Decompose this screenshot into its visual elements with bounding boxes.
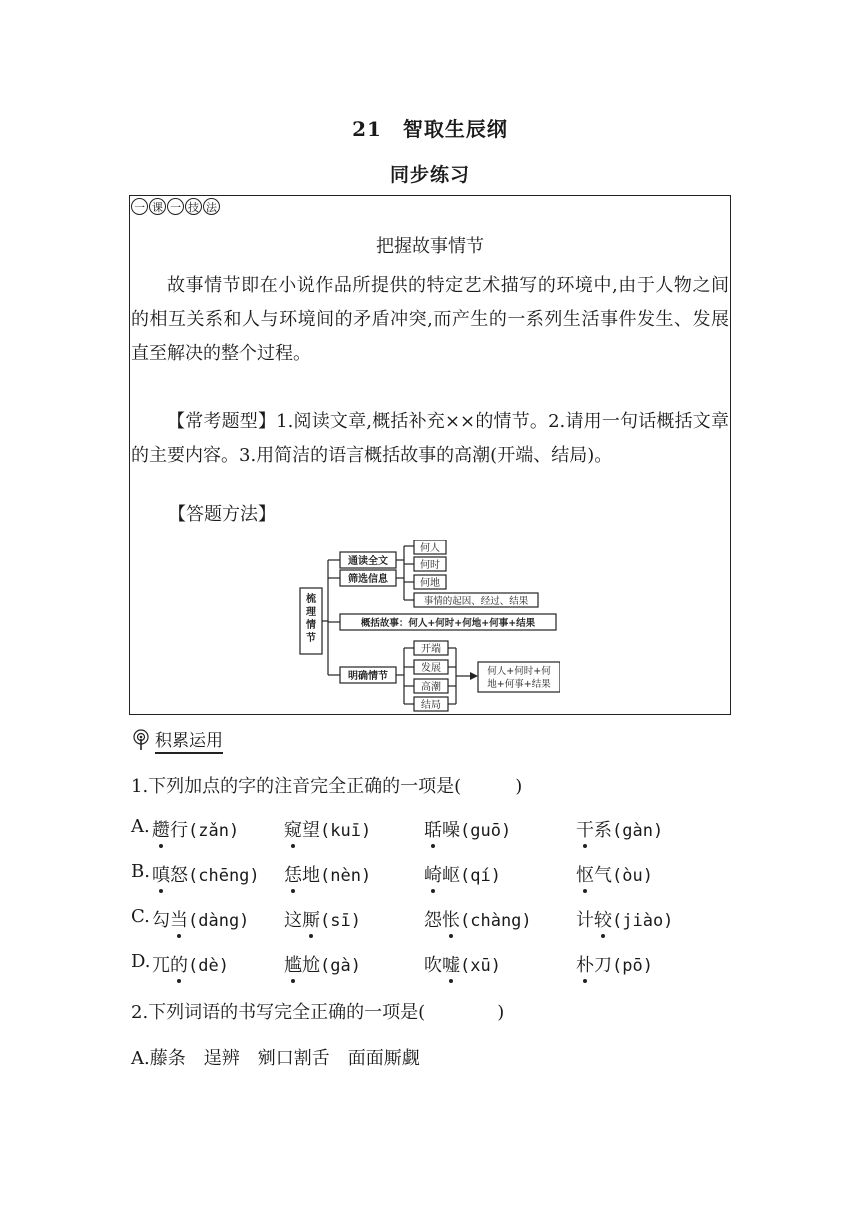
option-word: [284, 816, 371, 842]
word-char: 刀: [594, 955, 612, 976]
pinyin: (nèn): [320, 866, 372, 886]
pinyin: (sī): [320, 911, 361, 931]
diagram-result-2: 地+何事+结果: [487, 679, 551, 690]
pinyin: (guō): [460, 821, 512, 841]
option-word: [424, 861, 501, 887]
word-char: 计: [576, 910, 594, 931]
option-letter: D.: [131, 951, 151, 972]
dotted-char: 窥: [284, 816, 302, 842]
diagram-where: 何地: [420, 578, 440, 589]
option-word: [284, 861, 371, 887]
option-word: [284, 951, 361, 977]
diagram-summary: 概括故事：何人+何时+何地+何事+结果: [360, 618, 536, 629]
word-char: 望: [302, 820, 320, 841]
question-2-option-a: A.藤条 逞辨 剜口割舌 面面厮觑: [131, 1048, 420, 1069]
badge-char: 法: [203, 198, 220, 215]
question-types: 【常考题型】1.阅读文章,概括补充××的情节。2.请用一句话概括文章的主要内容。3.用简洁的语言概括故事的高潮(开端、结局)。: [131, 411, 729, 466]
badge-char: 一: [131, 198, 148, 215]
pinyin: (dè): [188, 956, 229, 976]
dotted-char: 怄: [576, 861, 594, 887]
word-char: 吹: [424, 955, 442, 976]
option-letter: C.: [131, 906, 150, 927]
option-word: [576, 951, 653, 977]
page-subtitle: 同步练习: [389, 164, 470, 186]
question-1-stem: 1.下列加点的字的注音完全正确的一项是( ): [131, 776, 523, 797]
word-char: 岖: [442, 865, 460, 886]
option-word: [152, 951, 229, 977]
option-word: [424, 951, 501, 977]
badge-char: 一: [167, 198, 184, 215]
dotted-char: 干: [576, 816, 594, 842]
word-char: 尬: [302, 955, 320, 976]
badge-char: 技: [185, 198, 202, 215]
lesson-badge: [131, 198, 220, 215]
pinyin: (xū): [460, 956, 501, 976]
option-word: [576, 816, 663, 842]
diagram-when: 何时: [420, 560, 440, 571]
pinyin: (gàn): [612, 821, 664, 841]
section-label: 积累运用: [155, 726, 223, 754]
diagram-who: 何人: [420, 543, 440, 554]
diagram-clarify: 明确情节: [348, 671, 388, 682]
pinyin: (òu): [612, 866, 653, 886]
pinyin: (chēng): [188, 866, 260, 886]
dotted-char: 厮: [302, 906, 320, 932]
dotted-char: 崎: [424, 861, 442, 887]
option-word: [576, 861, 653, 887]
diagram-cause: 事情的起因、经过、结果: [423, 596, 529, 607]
pinyin: (pō): [612, 956, 653, 976]
diagram-climax: 高潮: [421, 682, 441, 693]
section-header: [131, 726, 223, 754]
option-word: [152, 861, 260, 887]
word-char: 怒: [170, 865, 188, 886]
option-letter: A.: [131, 816, 150, 837]
pinyin: (qí): [460, 866, 501, 886]
antenna-icon: [131, 729, 151, 751]
dotted-char: 聒: [424, 816, 442, 842]
diagram-root: 梳理情节: [306, 594, 316, 644]
pinyin: (jiào): [612, 911, 674, 931]
pinyin: (dàng): [188, 911, 250, 931]
diagram-begin: 开端: [421, 644, 441, 655]
dotted-char: 恁: [284, 861, 302, 887]
plot-diagram: [298, 540, 560, 712]
option-word: [284, 906, 361, 932]
word-char: 系: [594, 820, 612, 841]
dotted-char: 趱: [152, 816, 170, 842]
word-char: 噪: [442, 820, 460, 841]
dotted-char: 的: [170, 951, 188, 977]
dotted-char: 嗔: [152, 861, 170, 887]
pinyin: (zǎn): [188, 821, 240, 841]
word-char: 行: [170, 820, 188, 841]
word-char: 怨: [424, 910, 442, 931]
diagram-develop: 发展: [421, 663, 441, 674]
methods-label: 【答题方法】: [168, 504, 276, 525]
diagram-filter: 筛选信息: [348, 574, 388, 585]
dotted-char: 较: [594, 906, 612, 932]
word-char: 兀: [152, 955, 170, 976]
page-title: 21 智取生辰纲: [352, 117, 508, 141]
plot-definition: 故事情节即在小说作品所提供的特定艺术描写的环境中,由于人物之间的相互关系和人与环境间的矛盾冲突,而产生的一系列生活事件发生、发展直至解决的整个过程。: [131, 275, 729, 364]
pinyin: (gà): [320, 956, 361, 976]
word-char: 勾: [152, 910, 170, 931]
option-word: [152, 906, 249, 932]
option-word: [424, 816, 511, 842]
option-word: [424, 906, 532, 932]
pinyin: (kuī): [320, 821, 372, 841]
option-letter: B.: [131, 861, 150, 882]
word-char: 地: [302, 865, 320, 886]
dotted-char: 怅: [442, 906, 460, 932]
word-char: 气: [594, 865, 612, 886]
question-2-stem: 2.下列词语的书写完全正确的一项是( ): [131, 1002, 505, 1023]
badge-char: 课: [149, 198, 166, 215]
dotted-char: 嘘: [442, 951, 460, 977]
tip-heading: 把握故事情节: [376, 236, 484, 257]
dotted-char: 朴: [576, 951, 594, 977]
option-word: [152, 816, 239, 842]
word-char: 这: [284, 910, 302, 931]
dotted-char: 当: [170, 906, 188, 932]
pinyin: (chàng): [460, 911, 532, 931]
dotted-char: 尴: [284, 951, 302, 977]
diagram-result-1: 何人+何时+何: [487, 666, 551, 677]
diagram-end: 结局: [421, 700, 441, 711]
option-word: [576, 906, 673, 932]
diagram-read: 通读全文: [348, 556, 388, 567]
